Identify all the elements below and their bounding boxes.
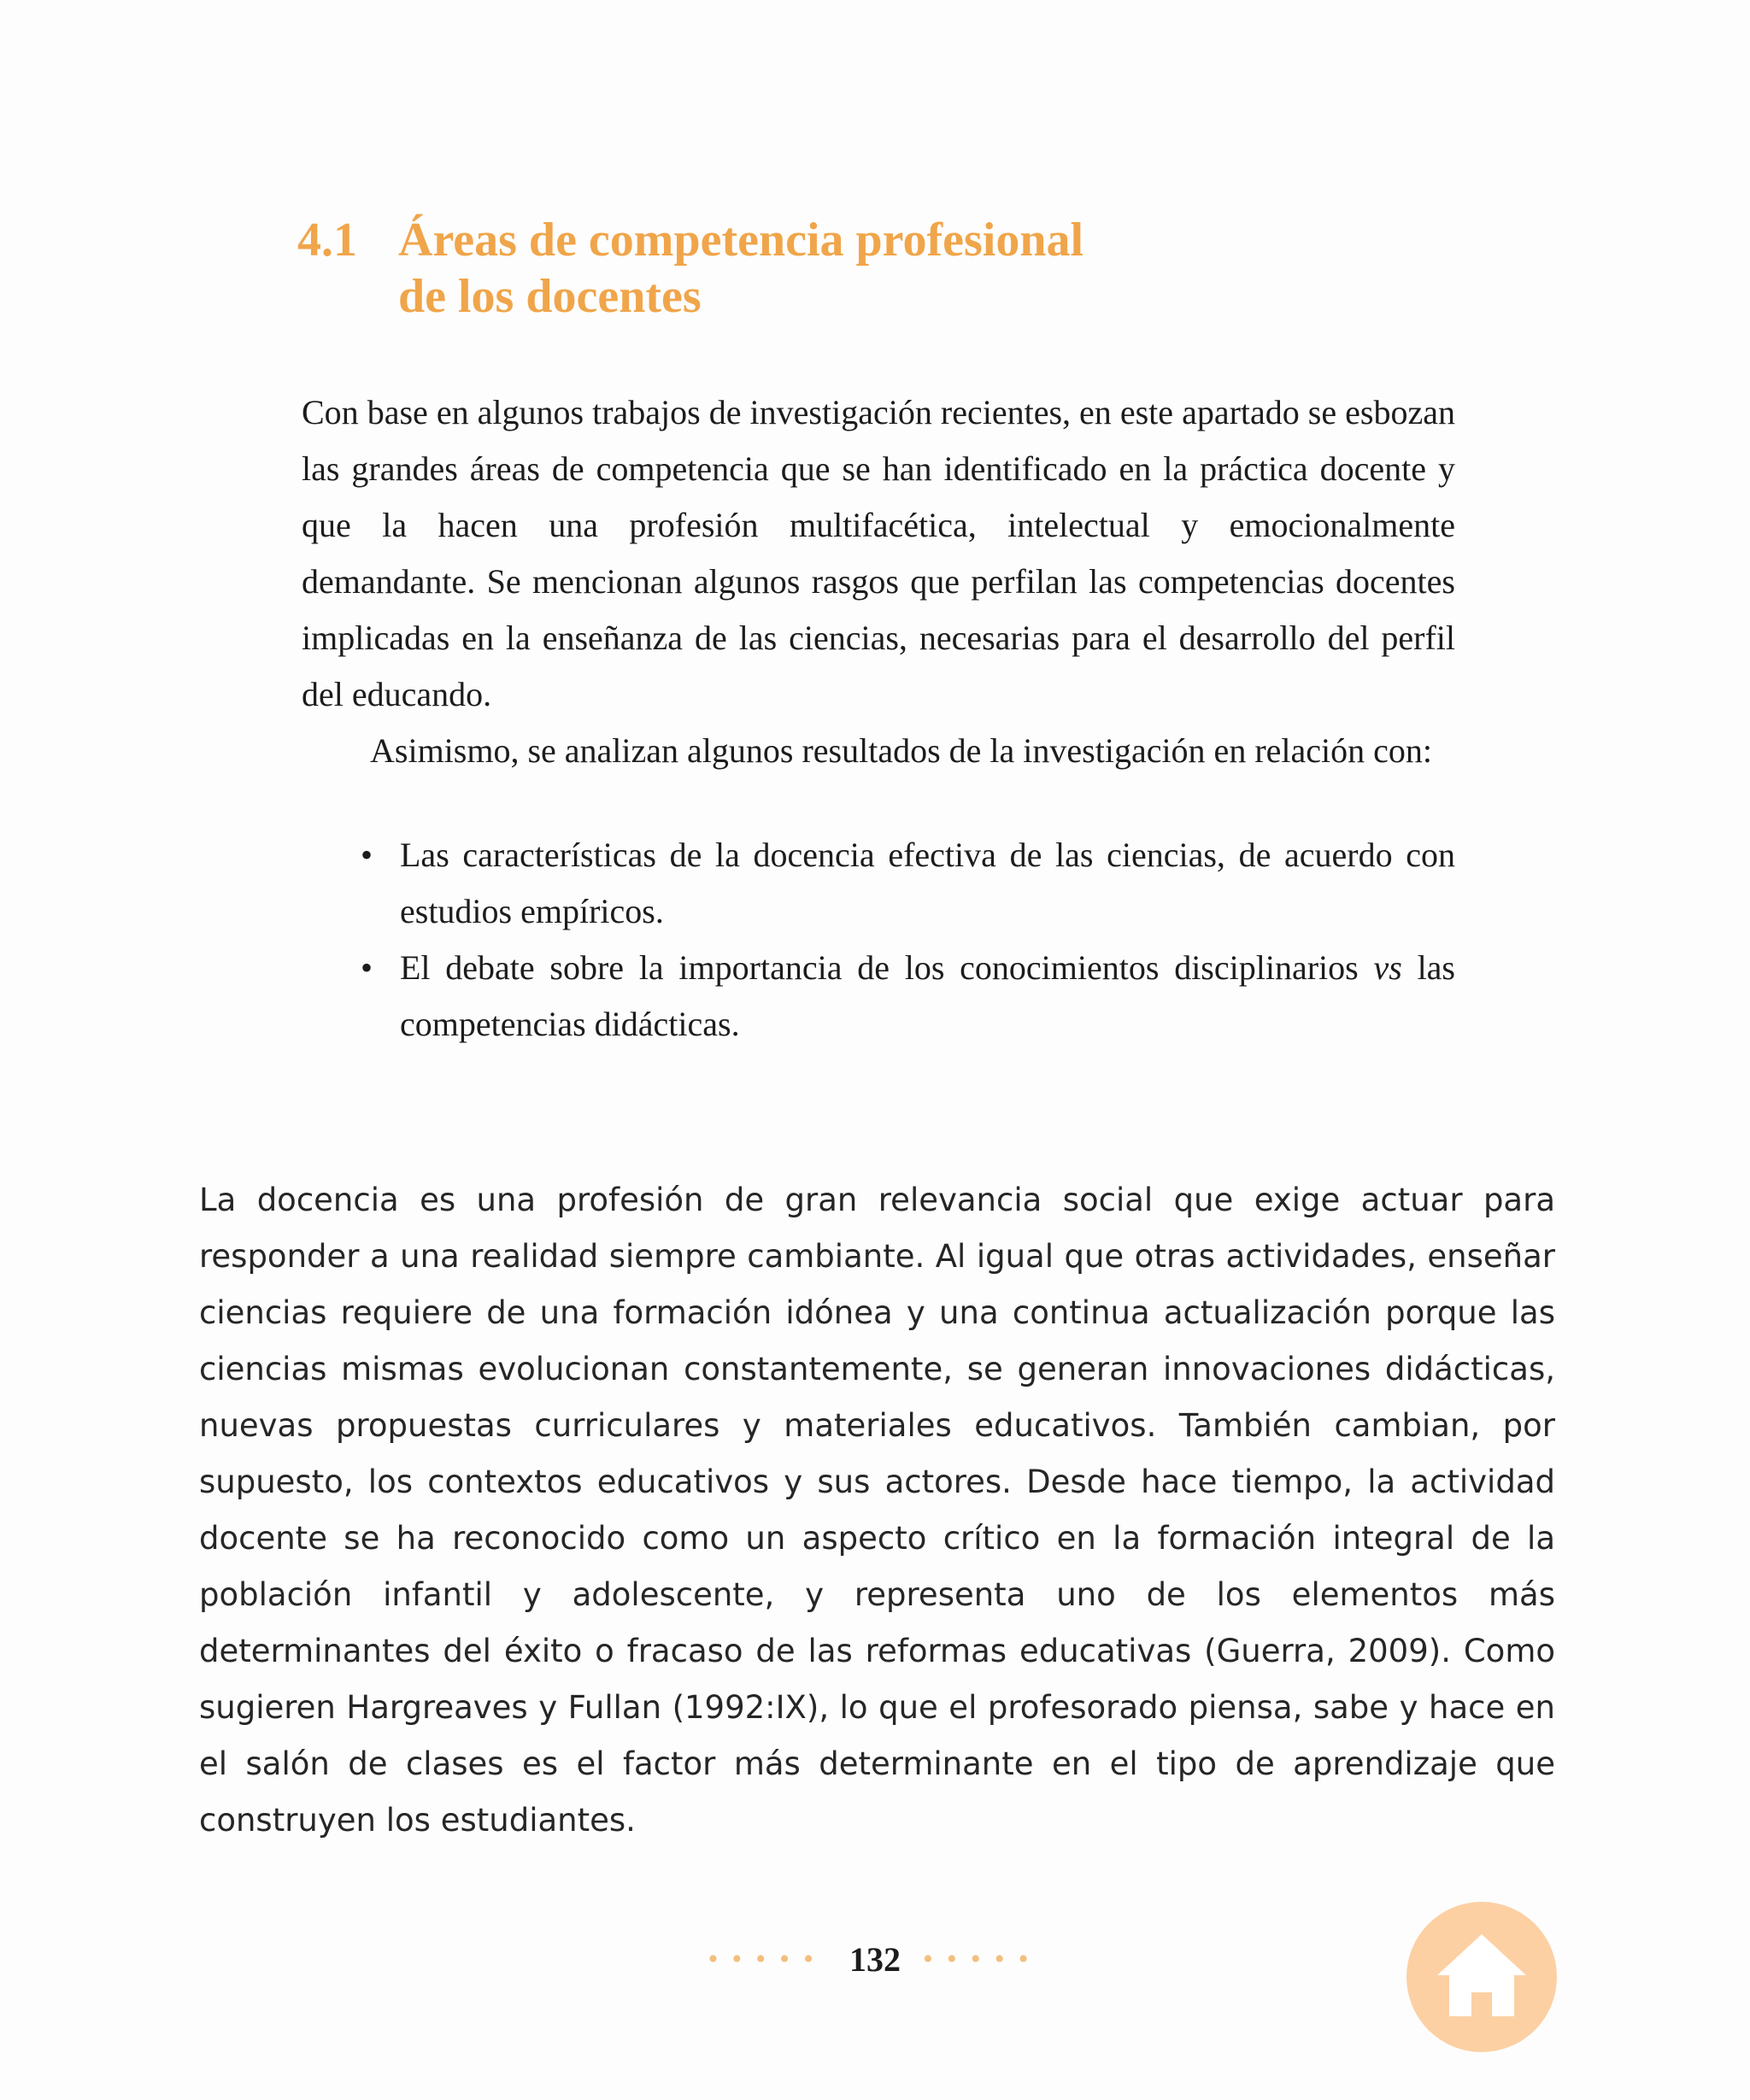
section-title (398, 212, 1253, 325)
bullet-item-2 (359, 940, 1455, 1053)
section-title-line-2: de los docentes (398, 270, 702, 323)
bullet-item-2-text-after: las competencias didácticas. (400, 948, 1455, 1043)
bullet-list (359, 827, 1455, 1053)
intro-paragraph-1: Con base en algunos trabajos de investigación recientes, en este apartado se esbozan las grandes áreas de competencia que se han identificado en la práctica docente y que la hacen una profesión multifacética, intelectual y emocionalmente demandante. Se mencionan algunos rasgos que perfilan las competencias docentes implicadas en la enseñanza de las ciencias, necesarias para el desarrollo del perfil del educando. (302, 393, 1455, 713)
intro-block (302, 384, 1455, 779)
intro-paragraph-2: Asimismo, se analizan algunos resultados de la investigación en relación con: (370, 731, 1432, 770)
bullet-marker: • (361, 836, 373, 874)
section-title-line-1: Áreas de competencia profesional (398, 214, 1084, 267)
footer-dots-left: ••••• (708, 1943, 827, 1975)
section-number: 4.1 (297, 214, 357, 267)
home-icon (1406, 1902, 1557, 2052)
bullet-item-2-italic: vs (1373, 948, 1402, 987)
bullet-item-1 (359, 827, 1455, 940)
page-number: 132 (849, 1940, 901, 1979)
bullet-item-1-text: Las características de la docencia efectiva de las ciencias, de acuerdo con estudios empíricos. (400, 836, 1455, 930)
bullet-item-2-text-before: El debate sobre la importancia de los conocimientos disciplinarios (400, 948, 1374, 987)
footer-dots-right: ••••• (923, 1943, 1042, 1975)
body-paragraph: La docencia es una profesión de gran relevancia social que exige actuar para responder a una realidad siempre cambiante. Al igual que otras actividades, enseñar ciencias requiere de una formación idónea y una continua actualización porque las ciencias mismas evolucionan constantemente, se generan innovaciones didácticas, nuevas propuestas curriculares y materiales educativos. También cambian, por supuesto, los contextos educativos y sus actores. Desde hace tiempo, la actividad docente se ha reconocido como un aspecto crítico en la formación integral de la población infantil y adolescente, y representa uno de los elementos más determinantes del éxito o fracaso de las reformas educativas (Guerra, 2009). Como sugieren Hargreaves y Fullan (1992:IX), lo que el profesorado piensa, sabe y hace en el salón de clases es el factor más determinante en el tipo de aprendizaje que construyen los estudiantes. (199, 1182, 1555, 1839)
bullet-marker: • (361, 948, 373, 987)
home-button[interactable] (1406, 1902, 1557, 2052)
